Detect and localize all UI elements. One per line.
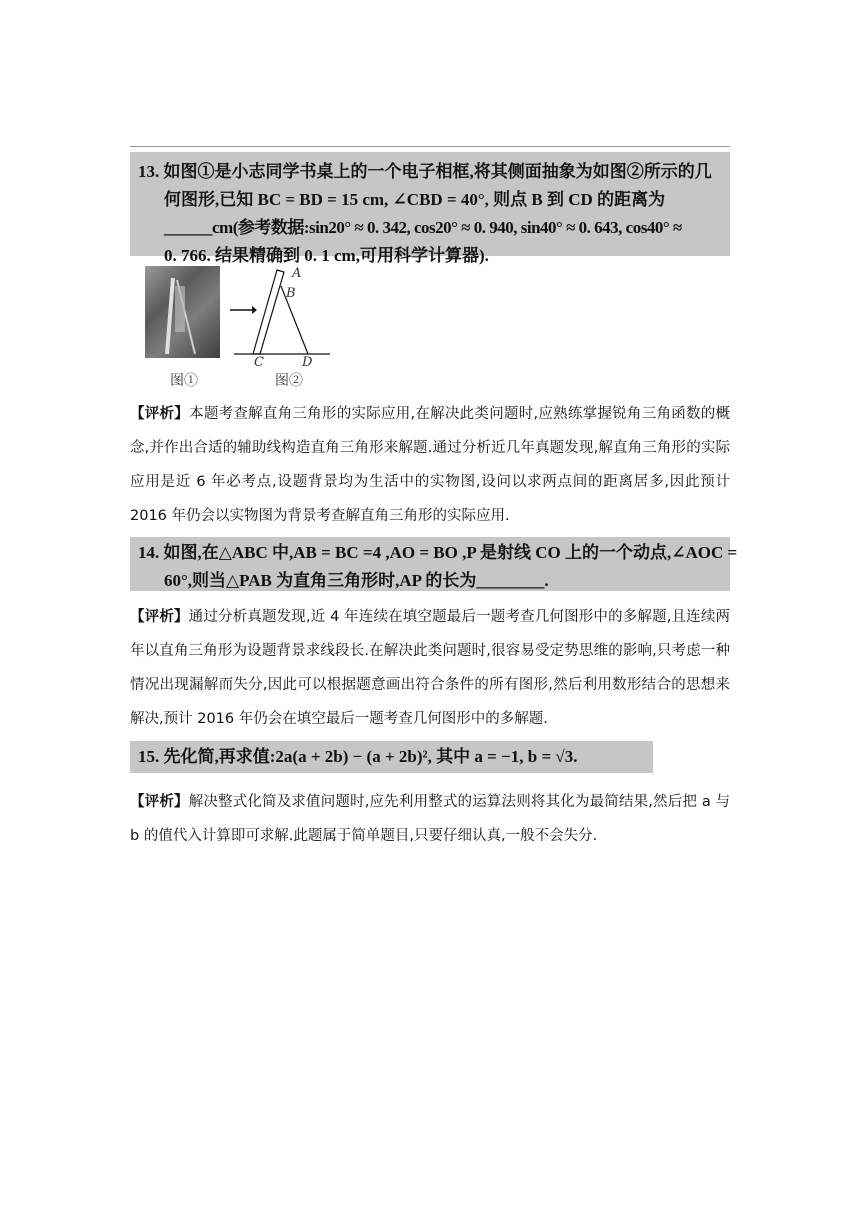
analysis-15 [130, 785, 730, 853]
q13-line-4: 0. 766. 结果精确到 0. 1 cm,可用科学计算器). [164, 246, 489, 265]
figure-2-caption: 图② [275, 373, 303, 389]
analysis-13 [130, 397, 730, 533]
q14-line-2: 60°,则当△PAB 为直角三角形时,AP 的长为________. [164, 571, 549, 590]
q13-line-1: 13. 如图①是小志同学书桌上的一个电子相框,将其侧面抽象为如图②所示的几 [138, 162, 712, 181]
label-c: C [254, 355, 264, 370]
geometry-figure [232, 262, 332, 376]
q15-line-1: 15. 先化简,再求值:2a(a + 2b) − (a + 2b)², 其中 a = −1, b = √3. [138, 747, 578, 766]
analysis-tag: 【评析】 [130, 794, 189, 810]
q13-line-2: 何图形,已知 BC = BD = 15 cm, ∠CBD = 40°, 则点 B 到 CD 的距离为 [164, 190, 666, 209]
question-13-box [130, 152, 730, 265]
analysis-13-text: 本题考查解直角三角形的实际应用,在解决此类问题时,应熟练掌握锐角三角函数的概念,并作出合适的辅助线构造直角三角形来解题.通过分析近几年真题发现,解直角三角形的实际应用是近 6 年必考点,设题背景均为生活中的实物图,设问以求两点间的距离居多,因此预计 2016 年仍会以实物图为背景考查解直角三角形的实际应用. [130, 406, 731, 524]
question-14-box [130, 537, 738, 591]
label-d: D [302, 355, 313, 370]
figure-1-caption: 图① [170, 373, 198, 389]
analysis-15-text: 解决整式化简及求值问题时,应先利用整式的运算法则将其化为最简结果,然后把 a 与 b 的值代入计算即可求解.此题属于简单题目,只要仔细认真,一般不会失分. [130, 794, 730, 844]
analysis-tag: 【评析】 [130, 609, 189, 625]
analysis-14-text: 通过分析真题发现,近 4 年连续在填空题最后一题考查几何图形中的多解题,且连续两年以直角三角形为设题背景求线段长.在解决此类问题时,很容易受定势思维的影响,只考虑一种情况出现漏解而失分,因此可以根据题意画出符合条件的所有图形,然后利用数形结合的思想来解决,预计 2016 年仍会在填空最后一题考查几何图形中的多解题. [130, 609, 730, 727]
label-b: B [286, 286, 296, 301]
analysis-14 [130, 600, 730, 736]
photo-frame-image [145, 266, 220, 358]
analysis-tag: 【评析】 [130, 406, 190, 422]
label-a: A [292, 266, 302, 281]
q14-line-1: 14. 如图,在△ABC 中,AB = BC =4 ,AO = BO ,P 是射线 CO 上的一个动点,∠AOC = [138, 543, 738, 562]
question-15-box [130, 741, 653, 773]
q13-line-3: ______cm(参考数据:sin20° ≈ 0. 342, cos20° ≈ 0. 940, sin40° ≈ 0. 643, cos40° ≈ [164, 218, 682, 237]
